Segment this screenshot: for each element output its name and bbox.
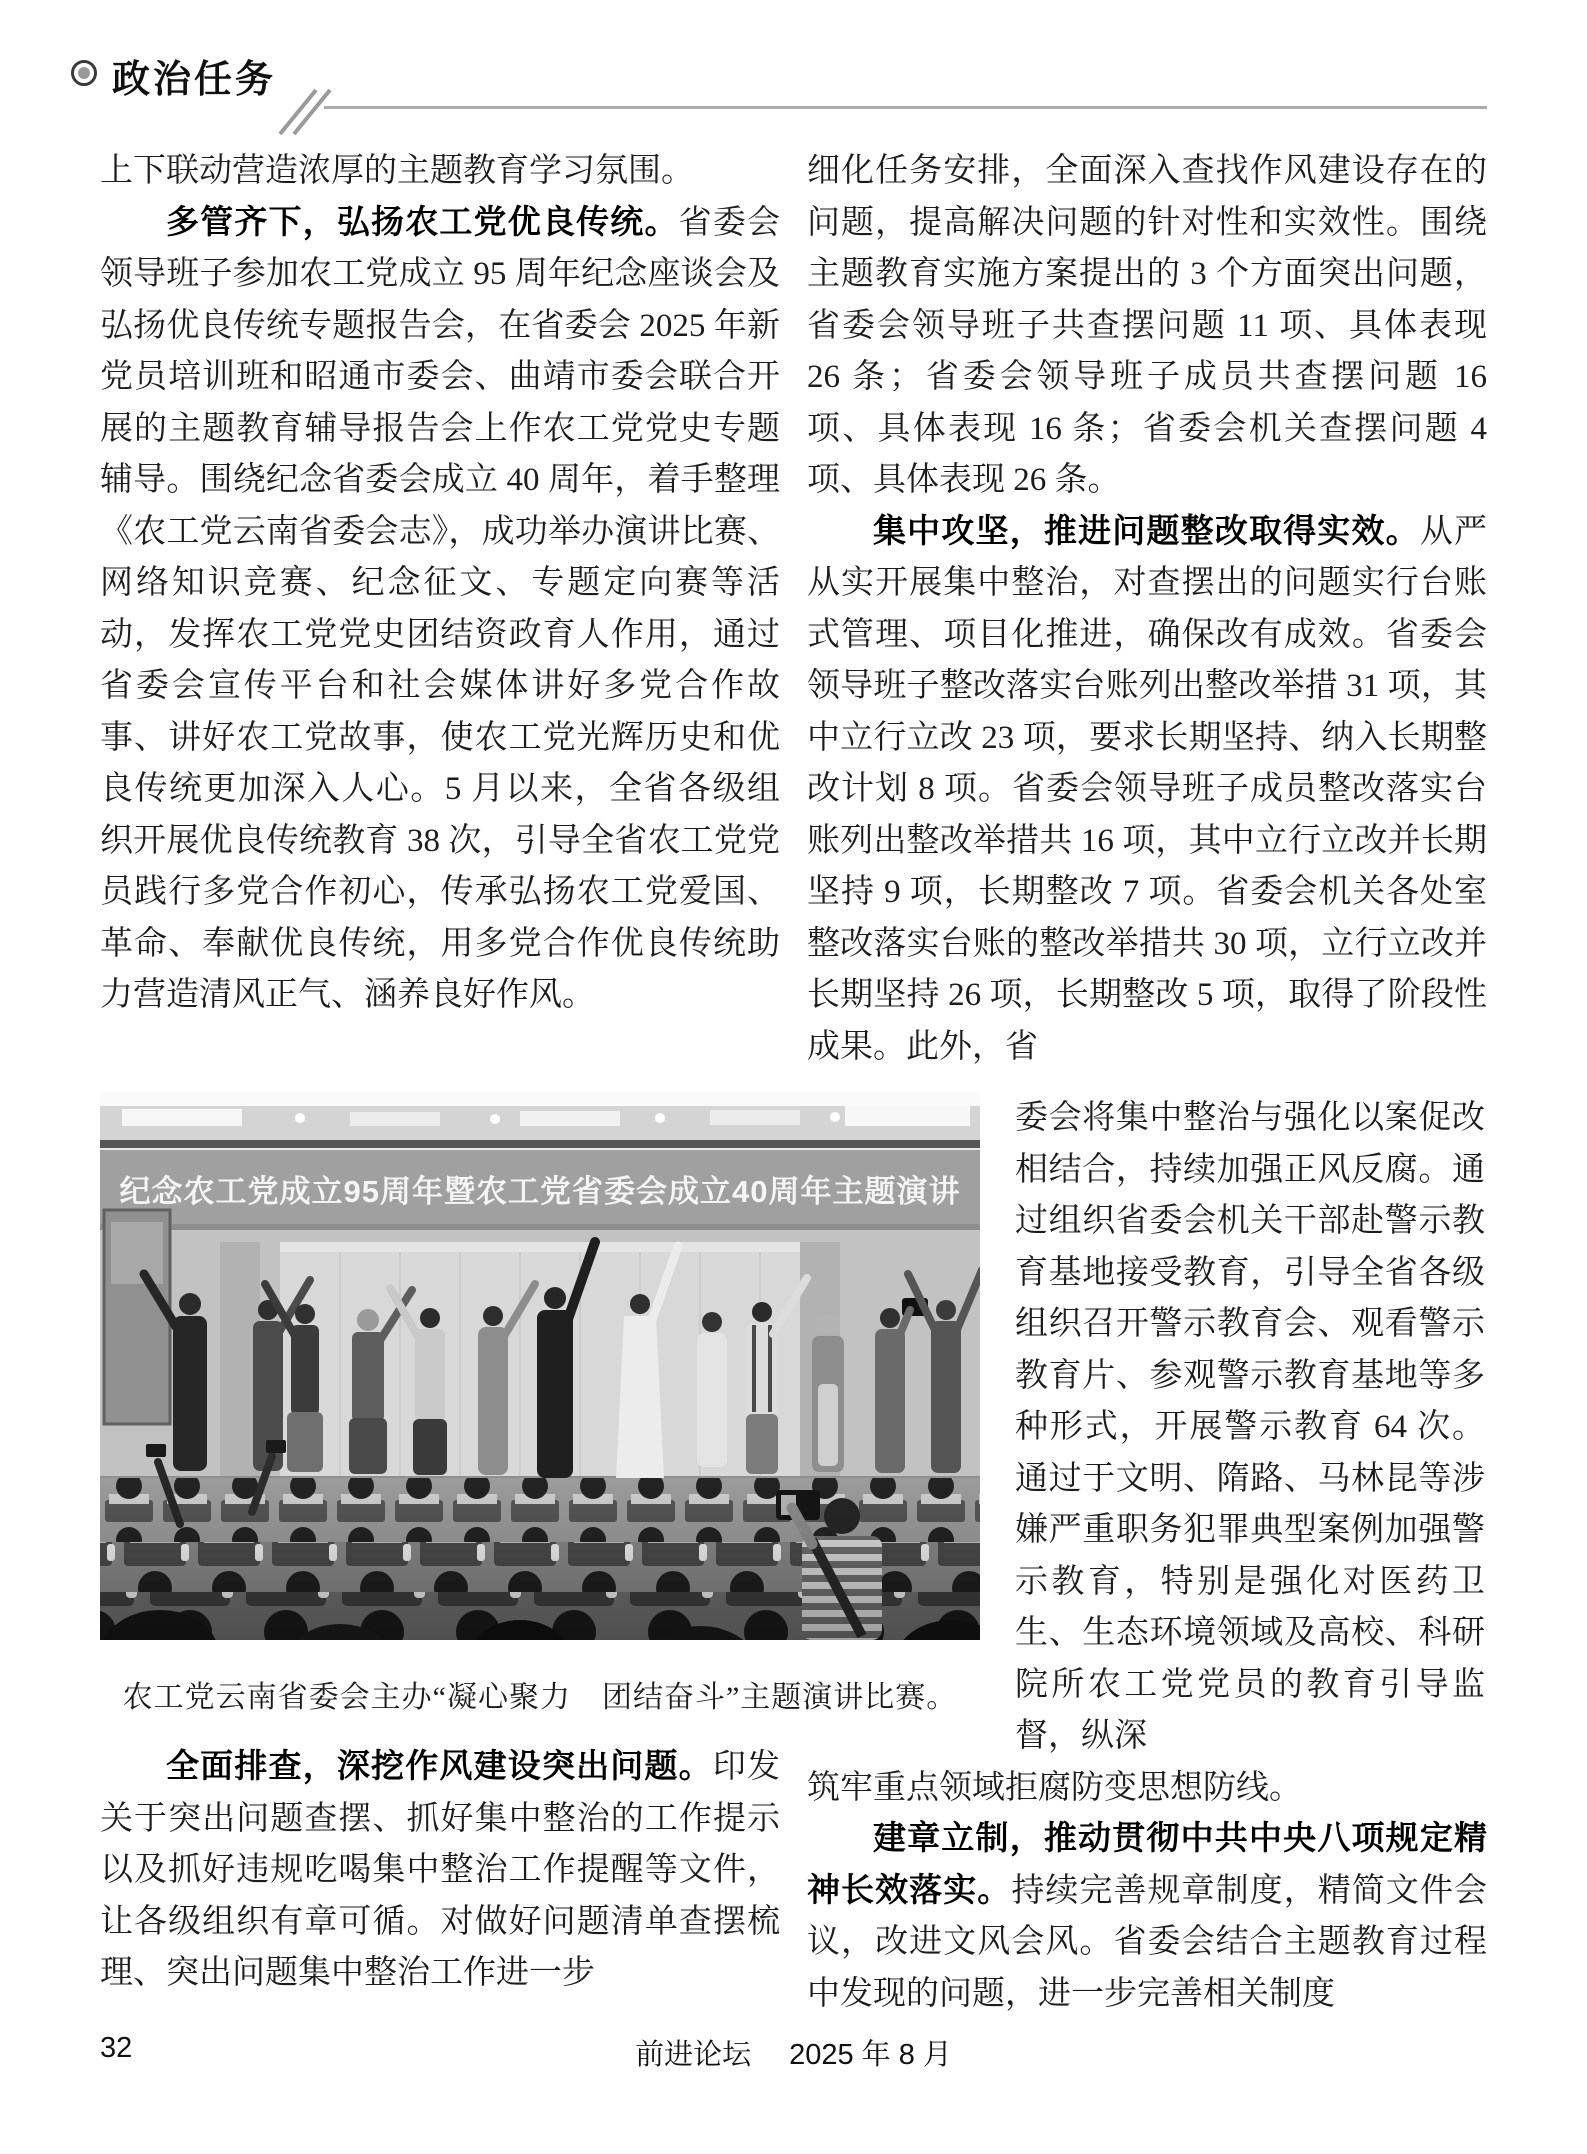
journal-name: 前进论坛 <box>635 2039 752 2071</box>
paragraph-continuation <box>100 146 780 198</box>
paragraph-text: 筑牢重点领域拒腐防变思想防线。 <box>807 1769 1302 1806</box>
paragraph-lead: 全面排查，深挖作风建设突出问题。 <box>166 1749 713 1785</box>
left-column-upper <box>100 146 780 1022</box>
double-slash-icon <box>272 86 336 138</box>
paragraph <box>807 1814 1487 2020</box>
banner-text: 纪念农工党成立95周年暨农工党省委会成立40周年主题演讲 <box>119 1174 961 1209</box>
footer <box>0 2032 1587 2073</box>
photo-caption: 农工党云南省委会主办“凝心聚力 团结奋斗”主题演讲比赛。 <box>122 1681 958 1714</box>
issue-date: 2025 年 8 月 <box>789 2039 952 2071</box>
paragraph-continuation <box>807 146 1487 507</box>
paragraph-text: 上下联动营造浓厚的主题教育学习氛围。 <box>100 153 694 189</box>
page-number: 32 <box>100 2032 133 2064</box>
paragraph-text: 印发关于突出问题查摆、抓好集中整治的工作提示以及抓好违规吃喝集中整治工作提醒等文件，让各级组织有章可循。对做好问题清单查摆梳理、突出问题集中整治工作进一步 <box>100 1749 781 1991</box>
right-column-upper <box>807 146 1487 1073</box>
section-bullet-icon <box>71 60 97 86</box>
paragraph <box>807 507 1487 1074</box>
paragraph-continuation <box>807 1763 1487 1815</box>
paragraph <box>100 198 780 1022</box>
right-column-lower <box>807 1093 1487 2020</box>
paragraph-text: 持续完善规章制度，精简文件会议，改进文风会风。省委会结合主题教育过程中发现的问题，进一步完善相关制度 <box>807 1872 1488 2012</box>
paragraph-text: 从严从实开展集中整治，对查摆出的问题实行台账式管理、项目化推进，确保改有成效。省委会领导班子整改落实台账列出整改举措 31 项，其中立行立改 23 项，要求长期坚持、纳入长期整改计划 8 项。省委会领导班子成员整改落实台账列出整改举措共 16 项，其中立行立改并长期坚持 9 项，长期整改 7 项。省委会机关各处室整改落实台账的整改举措共 30 项，立行立改并长期坚持 26 项，长期整改 5 项，取得了阶段性成果。此外，省 <box>807 513 1488 1065</box>
paragraph <box>100 1742 780 2000</box>
paragraph-text: 细化任务安排，全面深入查找作风建设存在的问题，提高解决问题的针对性和实效性。围绕主题教育实施方案提出的 3 个方面突出问题，省委会领导班子共查摆问题 11 项、具体表现 26 条；省委会领导班子成员共查摆问题 16 项、具体表现 16 条；省委会机关查摆问题 4 项、具体表现 26 条。 <box>807 153 1487 498</box>
performer <box>697 1312 727 1467</box>
paragraph-lead: 多管齐下，弘扬农工党优良传统。 <box>166 204 679 241</box>
header-rule <box>324 106 1487 109</box>
right-column-narrow <box>1015 1093 1485 1763</box>
paragraph-lead: 建章立制，推动贯彻中共中央八项规定精神长效落实。 <box>807 1821 1487 1909</box>
paragraph-text: 委会将集中整治与强化以案促改相结合，持续加强正风反腐。通过组织省委会机关干部赴警示教育基地接受教育，引导全省各级组织召开警示教育会、观看警示教育片、参观警示教育基地等多种形式，开展警示教育 64 次。通过于文明、隋路、马林昆等涉嫌严重职务犯罪典型案例加强警示教育，特别是强化对医药卫生、生态环境领域及高校、科研院所农工党党员的教育引导监督，纵深 <box>1015 1100 1485 1754</box>
projection-screen <box>104 1210 170 1424</box>
paragraph-lead: 集中攻坚，推进问题整改取得实效。 <box>873 513 1420 550</box>
paragraph-text: 省委会领导班子参加农工党成立 95 周年纪念座谈会及弘扬优良传统专题报告会，在省委会 2025 年新党员培训班和昭通市委会、曲靖市委会联合开展的主题教育辅导报告会上作农工党党史专题辅导。围绕纪念省委会成立 40 周年，着手整理《农工党云南省委会志》，成功举办演讲比赛、网络知识竞赛、纪念征文、专题定向赛等活动，发挥农工党党史团结资政育人作用，通过省委会宣传平台和社会媒体讲好多党合作故事、讲好农工党故事，使农工党光辉历史和优良传统更加深入人心。5 月以来，全省各级组织开展优良传统教育 38 次，引导全省农工党党员践行多党合作初心，传承弘扬农工党爱国、革命、奉献优良传统，用多党合作优良传统助力营造清风正气、涵养良好作风。 <box>100 204 781 1013</box>
section-title: 政治任务 <box>112 59 277 101</box>
left-column-lower <box>100 1742 780 2000</box>
